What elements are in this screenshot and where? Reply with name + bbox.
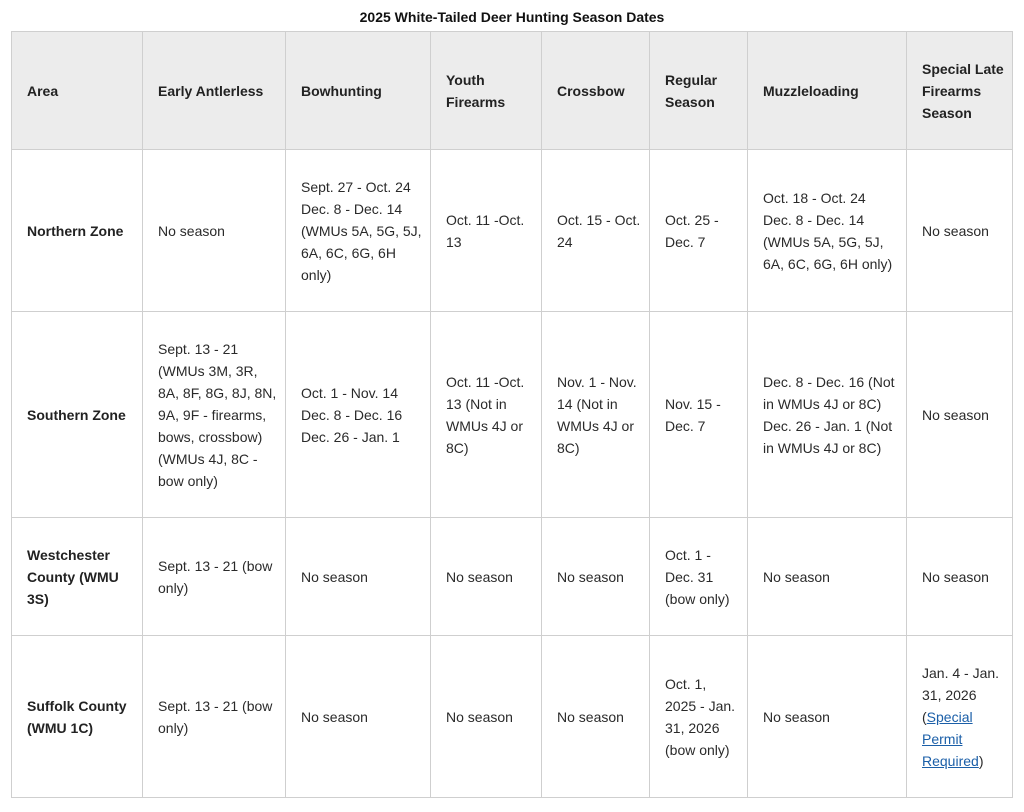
table-row-westchester-county	[12, 518, 1013, 636]
date-line: Dec. 8 - Dec. 14 (WMUs 5A, 5G, 5J, 6A, 6C, 6G, 6H only)	[763, 211, 893, 272]
date-line: Sept. 13 - 21 (WMUs 3M, 3R, 8A, 8F, 8G, 8J, 8N, 9A, 9F - firearms, bows, crossbow)	[158, 340, 277, 445]
special-permit-link[interactable]: Special Permit Required	[922, 708, 979, 769]
muzzleloading-cell: No season	[748, 518, 907, 636]
regular-season-cell: Oct. 1 - Dec. 31 (bow only)	[650, 518, 748, 636]
header-muzzleloading: Muzzleloading	[748, 32, 907, 150]
date-line: Dec. 26 - Jan. 1	[301, 428, 400, 445]
muzzleloading-cell	[748, 150, 907, 312]
youth-firearms-cell: No season	[431, 636, 542, 798]
special-late-cell	[907, 636, 1013, 798]
regular-season-cell: Nov. 15 - Dec. 7	[650, 312, 748, 518]
crossbow-cell: No season	[542, 518, 650, 636]
regular-season-cell: Oct. 25 - Dec. 7	[650, 150, 748, 312]
special-late-cell: No season	[907, 312, 1013, 518]
header-row	[12, 32, 1013, 150]
bowhunting-cell: No season	[286, 636, 431, 798]
early-antlerless-cell: Sept. 13 - 21 (bow only)	[143, 636, 286, 798]
area-cell: Southern Zone	[12, 312, 143, 518]
special-late-suffix: )	[978, 752, 984, 769]
header-crossbow: Crossbow	[542, 32, 650, 150]
crossbow-cell: Nov. 1 - Nov. 14 (Not in WMUs 4J or 8C)	[542, 312, 650, 518]
date-line: Oct. 18 - Oct. 24	[763, 189, 866, 206]
crossbow-cell: No season	[542, 636, 650, 798]
table-caption: 2025 White-Tailed Deer Hunting Season Dates	[359, 9, 665, 25]
bowhunting-cell: No season	[286, 518, 431, 636]
area-cell: Suffolk County (WMU 1C)	[12, 636, 143, 798]
early-antlerless-cell: Sept. 13 - 21 (bow only)	[143, 518, 286, 636]
regular-season-cell: Oct. 1, 2025 - Jan. 31, 2026 (bow only)	[650, 636, 748, 798]
season-dates-table	[11, 31, 1013, 798]
header-area: Area	[12, 32, 143, 150]
header-early-antlerless: Early Antlerless	[143, 32, 286, 150]
header-special-late: Special Late Firearms Season	[907, 32, 1013, 150]
special-late-cell: No season	[907, 518, 1013, 636]
muzzleloading-cell	[748, 312, 907, 518]
youth-firearms-cell: No season	[431, 518, 542, 636]
table-row-northern-zone	[12, 150, 1013, 312]
table-row-suffolk-county	[12, 636, 1013, 798]
area-cell: Westchester County (WMU 3S)	[12, 518, 143, 636]
early-antlerless-cell: No season	[143, 150, 286, 312]
header-regular-season: Regular Season	[650, 32, 748, 150]
early-antlerless-cell	[143, 312, 286, 518]
date-line: Dec. 8 - Dec. 16	[301, 406, 403, 423]
special-late-cell: No season	[907, 150, 1013, 312]
muzzleloading-cell: No season	[748, 636, 907, 798]
header-youth-firearms: Youth Firearms	[431, 32, 542, 150]
header-bowhunting: Bowhunting	[286, 32, 431, 150]
special-late-prefix: Jan. 4 - Jan. 31, 2026 (	[922, 664, 1000, 725]
youth-firearms-cell: Oct. 11 -Oct. 13	[431, 150, 542, 312]
crossbow-cell: Oct. 15 - Oct. 24	[542, 150, 650, 312]
date-line: Dec. 8 - Dec. 14 (WMUs 5A, 5G, 5J, 6A, 6C, 6G, 6H only)	[301, 200, 422, 283]
area-cell: Northern Zone	[12, 150, 143, 312]
bowhunting-cell	[286, 150, 431, 312]
date-line: Sept. 27 - Oct. 24	[301, 178, 411, 195]
date-line: Dec. 8 - Dec. 16 (Not in WMUs 4J or 8C)	[763, 373, 895, 412]
bowhunting-cell	[286, 312, 431, 518]
date-line: (WMUs 4J, 8C - bow only)	[158, 450, 258, 489]
date-line: Dec. 26 - Jan. 1 (Not in WMUs 4J or 8C)	[763, 417, 893, 456]
table-row-southern-zone	[12, 312, 1013, 518]
date-line: Oct. 1 - Nov. 14	[301, 384, 398, 401]
youth-firearms-cell: Oct. 11 -Oct. 13 (Not in WMUs 4J or 8C)	[431, 312, 542, 518]
